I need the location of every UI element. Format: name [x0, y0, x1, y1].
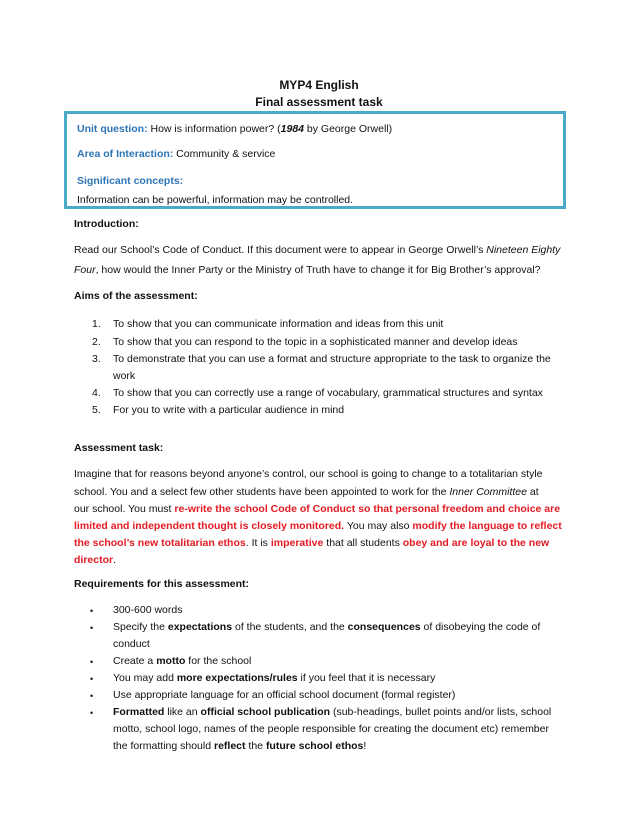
task-line-6: director. — [74, 554, 117, 566]
book-title: 1984 — [280, 123, 304, 135]
bullet-icon: • — [90, 657, 94, 667]
aim-number: 1. — [92, 318, 101, 330]
bullet-icon: • — [90, 691, 94, 701]
requirement-item: Formatted like an official school publication (sub-headings, bullet points and/or lists, school — [113, 706, 552, 718]
requirement-item: You may add more expectations/rules if you feel that it is necessary — [113, 672, 436, 684]
aim-item: To show that you can communicate information and ideas from this unit — [113, 318, 444, 330]
area-label: Area of Interaction: — [77, 148, 174, 160]
introduction-line-2: Four, how would the Inner Party or the Ministry of Truth have to change it for Big Brother’s approval? — [74, 264, 541, 276]
significant-concepts-label: Significant concepts: — [77, 175, 184, 187]
unit-info-box — [64, 111, 566, 209]
task-line-1: Imagine that for reasons beyond anyone’s control, our school is going to change to a totalitarian style — [74, 468, 543, 480]
aim-item: To show that you can correctly use a range of vocabulary, grammatical structures and syntax — [113, 387, 543, 399]
document-title-line1: MYP4 English — [279, 78, 359, 92]
task-line-2: school. You and a select few other students have been appointed to work for the Inner Committee at — [74, 486, 539, 498]
aim-number: 4. — [92, 387, 101, 399]
aim-item-continuation: work — [113, 370, 136, 382]
aim-item: To show that you can respond to the topic in a sophisticated manner and develop ideas — [113, 336, 518, 348]
aim-number: 3. — [92, 353, 101, 365]
aim-item: For you to write with a particular audience in mind — [113, 404, 345, 416]
aims-heading: Aims of the assessment: — [74, 290, 198, 302]
requirement-item-continuation: conduct — [113, 638, 150, 650]
aim-item: To demonstrate that you can use a format and structure appropriate to the task to organize the — [113, 353, 551, 365]
introduction-heading: Introduction: — [74, 218, 139, 230]
aim-number: 5. — [92, 404, 101, 416]
assessment-task-heading: Assessment task: — [74, 442, 164, 454]
requirement-item: Create a motto for the school — [113, 655, 252, 667]
aim-number: 2. — [92, 336, 101, 348]
task-line-5: the school’s new totalitarian ethos. It is imperative that all students obey and are loyal to the new — [74, 537, 550, 549]
significant-concepts-text: Information can be powerful, information may be controlled. — [77, 194, 354, 206]
introduction-line-1: Read our School’s Code of Conduct. If this document were to appear in George Orwell’s Nineteen Eighty — [74, 244, 561, 256]
unit-question-row: Unit question: How is information power? (1984 by George Orwell) — [77, 123, 393, 135]
document-title-line2: Final assessment task — [255, 95, 383, 109]
area-of-interaction-row: Area of Interaction: Community & service — [77, 148, 276, 160]
requirement-item: Use appropriate language for an official school document (formal register) — [113, 689, 456, 701]
requirement-item-continuation: the formatting should reflect the future school ethos! — [113, 740, 367, 752]
requirement-item-continuation: motto, school logo, names of the people responsible for creating the document etc) remember — [113, 723, 549, 735]
task-line-4: limited and independent thought is closely monitored. You may also modify the language to reflect — [74, 520, 562, 532]
bullet-icon: • — [90, 674, 94, 684]
task-line-3: our school. You must re-write the school Code of Conduct so that personal freedom and choice are — [74, 503, 561, 515]
bullet-icon: • — [90, 623, 94, 633]
bullet-icon: • — [90, 606, 94, 616]
requirement-item: 300-600 words — [113, 604, 183, 616]
bullet-icon: • — [90, 708, 94, 718]
unit-question-label: Unit question: — [77, 123, 148, 135]
requirement-item: Specify the expectations of the students, and the consequences of disobeying the code of — [113, 621, 541, 633]
requirements-heading: Requirements for this assessment: — [74, 578, 250, 590]
